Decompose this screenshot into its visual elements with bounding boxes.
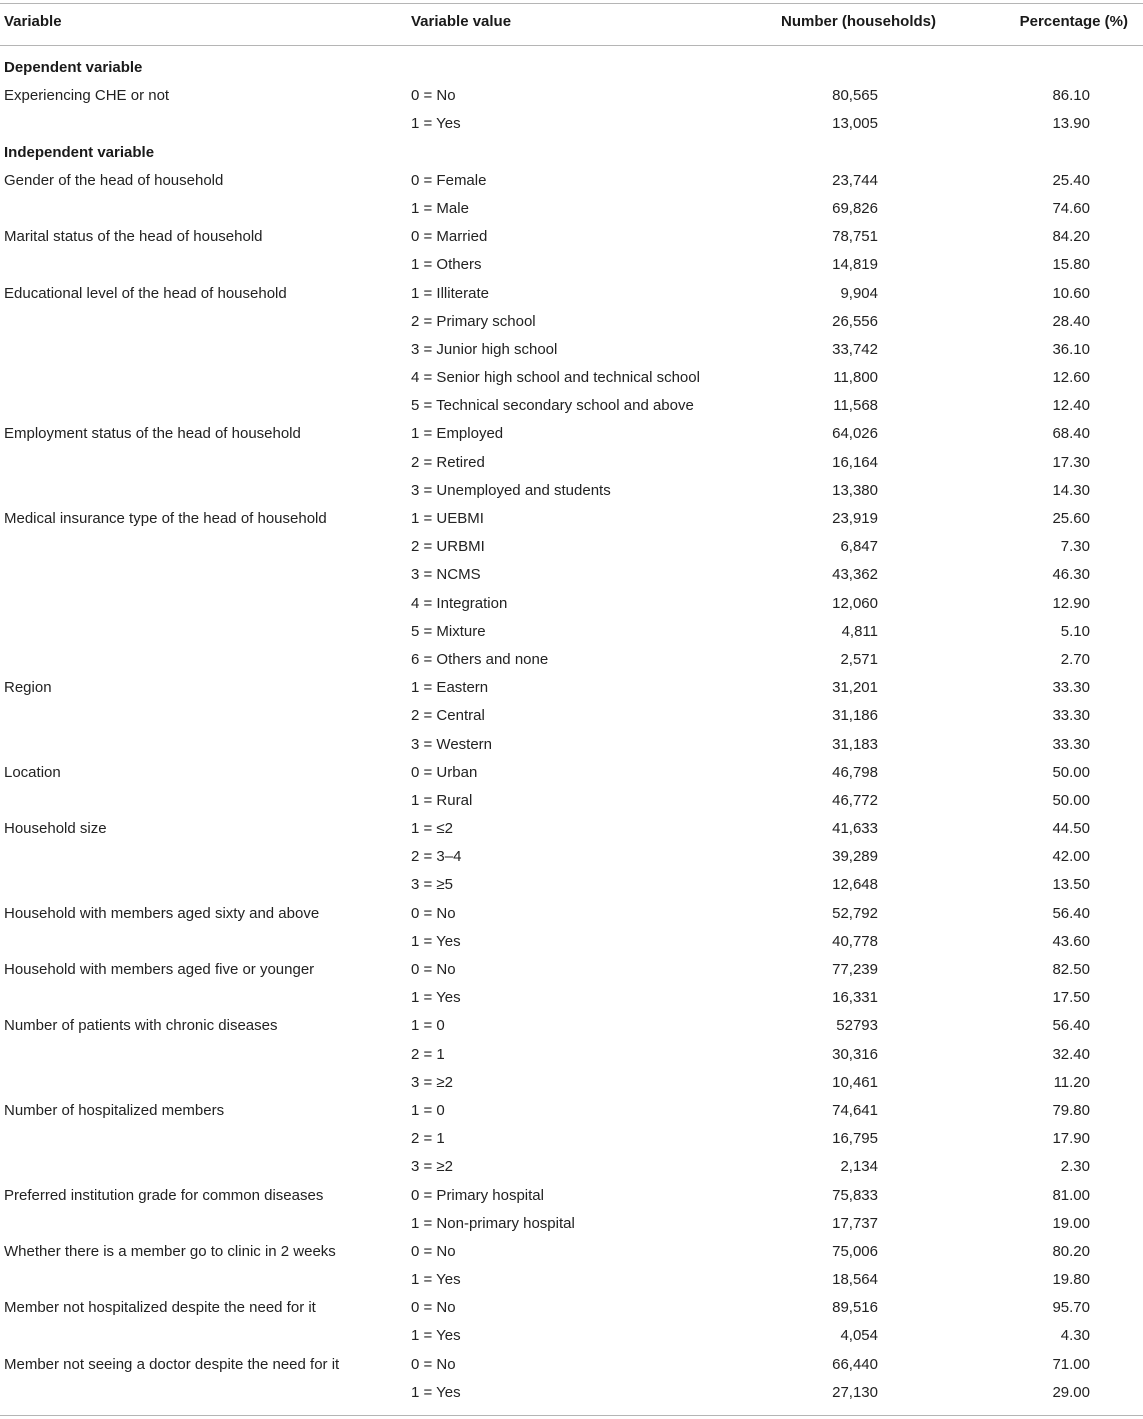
variable-value-cell: 1 = Yes (411, 1271, 461, 1289)
percentage-cell: 86.10 (1052, 87, 1090, 105)
variable-value-cell: 0 = No (411, 87, 456, 105)
variable-cell: Whether there is a member go to clinic in 2 weeks (4, 1242, 336, 1260)
percentage-cell: 28.40 (1052, 312, 1090, 330)
table-row (0, 590, 1143, 618)
variable-cell: Household with members aged five or younger (4, 961, 315, 978)
table-row (0, 167, 1143, 195)
table-row (0, 392, 1143, 420)
number-cell: 41,633 (832, 820, 878, 838)
variable-value-cell: 5 = Mixture (411, 622, 486, 640)
percentage-cell: 71.00 (1052, 1355, 1090, 1373)
number-cell: 16,331 (832, 989, 878, 1007)
percentage-cell: 5.10 (1060, 622, 1090, 640)
percentage-cell: 7.30 (1060, 538, 1090, 556)
variable-cell: Location (4, 763, 61, 781)
table-row (0, 449, 1143, 477)
percentage-cell: 25.60 (1052, 510, 1090, 527)
percentage-cell: 50.00 (1052, 791, 1090, 809)
variable-value-cell: 1 = Rural (411, 791, 473, 809)
number-cell: 6,847 (840, 538, 878, 556)
table-row (0, 702, 1143, 730)
percentage-cell: 50.00 (1052, 763, 1090, 781)
number-cell: 46,772 (832, 791, 878, 809)
table-row (0, 1351, 1143, 1379)
variable-cell: Medical insurance type of the head of household (4, 510, 327, 527)
table-row (0, 956, 1143, 984)
table-row (0, 1012, 1143, 1040)
percentage-cell: 11.20 (1053, 1073, 1090, 1091)
variable-value-cell: 5 = Technical secondary school and above (411, 397, 694, 415)
table-row (0, 815, 1143, 843)
number-cell: 78,751 (832, 228, 878, 246)
percentage-cell: 33.30 (1052, 707, 1090, 725)
table-row (0, 1153, 1143, 1181)
table-row (0, 618, 1143, 646)
percentage-cell: 74.60 (1052, 199, 1090, 217)
number-cell: 74,641 (832, 1101, 878, 1119)
variable-value-cell: 3 = NCMS (411, 566, 481, 584)
percentage-cell: 33.30 (1052, 735, 1090, 753)
section-heading: Dependent variable (4, 59, 143, 76)
variable-cell: Household size (4, 820, 107, 838)
variable-cell: Region (4, 679, 52, 697)
table-row (0, 843, 1143, 871)
variable-value-cell: 0 = Married (411, 228, 488, 246)
number-cell: 40,778 (832, 932, 878, 950)
percentage-cell: 19.00 (1052, 1214, 1090, 1232)
table-row (0, 110, 1143, 138)
percentage-cell: 13.90 (1052, 115, 1090, 133)
variable-cell: Employment status of the head of household (4, 425, 301, 443)
number-cell: 13,005 (832, 115, 878, 133)
variable-value-cell: 2 = 1 (411, 1045, 445, 1063)
percentage-cell: 14.30 (1052, 481, 1090, 499)
table-row (0, 1182, 1143, 1210)
table-row (0, 1125, 1143, 1153)
header-variable-value: Variable value (411, 13, 512, 30)
variable-value-cell: 0 = No (411, 1242, 456, 1260)
table-row (0, 420, 1143, 448)
table-row (0, 1379, 1143, 1407)
table-row (0, 759, 1143, 787)
number-cell: 17,737 (832, 1214, 878, 1232)
percentage-cell: 44.50 (1052, 820, 1090, 838)
table-row (0, 308, 1143, 336)
number-cell: 43,362 (832, 566, 878, 584)
number-cell: 12,060 (832, 594, 878, 612)
variable-value-cell: 3 = ≥2 (411, 1073, 454, 1091)
variable-value-cell: 0 = Primary hospital (411, 1186, 544, 1204)
variable-cell: Preferred institution grade for common diseases (4, 1186, 324, 1204)
number-cell: 80,565 (832, 87, 878, 105)
variable-value-cell: 3 = Junior high school (411, 340, 558, 358)
variable-value-cell: 6 = Others and none (411, 650, 549, 668)
variable-value-cell: 1 = Yes (411, 989, 461, 1007)
variable-value-cell: 1 = 0 (411, 1017, 445, 1035)
variable-cell: Member not hospitalized despite the need for it (4, 1299, 316, 1317)
table-row (0, 1238, 1143, 1266)
variable-value-cell: 2 = 1 (411, 1130, 445, 1148)
percentage-cell: 46.30 (1052, 566, 1090, 584)
variable-cell: Number of patients with chronic diseases (4, 1017, 278, 1035)
variable-value-cell: 1 = Yes (411, 115, 461, 133)
percentage-cell: 2.30 (1060, 1158, 1090, 1176)
variable-cell: Marital status of the head of household (4, 228, 263, 246)
table-row (0, 1266, 1143, 1294)
variable-cell: Number of hospitalized members (4, 1101, 225, 1119)
percentage-cell: 12.40 (1052, 397, 1090, 415)
table-row (0, 533, 1143, 561)
variable-value-cell: 1 = Illiterate (411, 284, 489, 302)
percentage-cell: 17.90 (1052, 1130, 1090, 1148)
percentage-cell: 84.20 (1052, 228, 1090, 246)
variable-value-cell: 1 = Non-primary hospital (411, 1214, 575, 1232)
variable-value-cell: 3 = Unemployed and students (411, 481, 611, 499)
number-cell: 12,648 (832, 876, 878, 894)
header-percentage: Percentage (%) (1019, 13, 1128, 30)
number-cell: 11,568 (833, 397, 878, 415)
table-row (0, 871, 1143, 899)
number-cell: 77,239 (832, 961, 878, 978)
table-row (0, 223, 1143, 251)
number-cell: 66,440 (832, 1355, 878, 1373)
number-cell: 52,792 (832, 904, 878, 922)
number-cell: 31,201 (832, 679, 878, 697)
number-cell: 4,054 (840, 1327, 878, 1345)
number-cell: 23,919 (832, 510, 878, 527)
variable-value-cell: 1 = Eastern (411, 679, 489, 697)
number-cell: 11,800 (833, 369, 878, 387)
number-cell: 4,811 (841, 622, 878, 640)
table-row (0, 646, 1143, 674)
number-cell: 52793 (836, 1017, 878, 1035)
table-row (0, 928, 1143, 956)
percentage-cell: 95.70 (1052, 1299, 1090, 1317)
percentage-cell: 4.30 (1060, 1327, 1090, 1345)
variable-value-cell: 1 = Others (411, 256, 482, 274)
table-row (0, 1097, 1143, 1125)
percentage-cell: 56.40 (1052, 1017, 1090, 1035)
variable-value-cell: 3 = ≥2 (411, 1158, 454, 1176)
variable-value-cell: 1 = Employed (411, 425, 504, 443)
number-cell: 75,833 (832, 1186, 878, 1204)
table-row (0, 82, 1143, 110)
percentage-cell: 2.70 (1060, 650, 1090, 668)
table-row (0, 984, 1143, 1012)
percentage-cell: 80.20 (1052, 1242, 1090, 1260)
table-row (0, 251, 1143, 279)
table-row (0, 195, 1143, 223)
percentage-cell: 68.40 (1052, 425, 1090, 443)
number-cell: 16,164 (832, 453, 878, 471)
variable-value-cell: 1 = Yes (411, 932, 461, 950)
variable-value-cell: 0 = No (411, 1299, 456, 1317)
number-cell: 33,742 (832, 340, 878, 358)
table-row (0, 364, 1143, 392)
number-cell: 26,556 (832, 312, 878, 330)
variable-value-cell: 0 = No (411, 904, 456, 922)
variable-value-cell: 4 = Senior high school and technical school (411, 369, 700, 387)
section-heading: Independent variable (4, 143, 155, 161)
variable-value-cell: 0 = Urban (411, 763, 478, 781)
table-row (0, 336, 1143, 364)
number-cell: 2,134 (840, 1158, 878, 1176)
variable-value-cell: 2 = URBMI (411, 538, 485, 556)
table-top-rule (0, 3, 1143, 4)
table-bottom-rule (0, 1415, 1143, 1416)
percentage-cell: 29.00 (1052, 1383, 1090, 1401)
variable-value-cell: 2 = Central (411, 707, 485, 725)
variable-value-cell: 1 = Male (411, 199, 469, 217)
header-rule (0, 45, 1143, 46)
table-row (0, 505, 1143, 533)
table-row (0, 280, 1143, 308)
table-row (0, 1322, 1143, 1350)
header-variable: Variable (4, 13, 62, 30)
variable-value-cell: 0 = Female (411, 171, 487, 189)
variable-value-cell: 4 = Integration (411, 594, 508, 612)
section-heading-row (0, 139, 1143, 167)
number-cell: 89,516 (832, 1299, 878, 1317)
percentage-cell: 33.30 (1052, 679, 1090, 697)
number-cell: 2,571 (840, 650, 878, 668)
percentage-cell: 42.00 (1052, 848, 1090, 866)
percentage-cell: 81.00 (1052, 1186, 1090, 1204)
variable-cell: Member not seeing a doctor despite the need for it (4, 1355, 340, 1373)
table-row (0, 1210, 1143, 1238)
variable-cell: Gender of the head of household (4, 171, 224, 189)
table-row (0, 674, 1143, 702)
number-cell: 64,026 (832, 425, 878, 443)
variable-cell: Educational level of the head of household (4, 284, 287, 302)
table-body (0, 54, 1143, 1407)
section-heading-row (0, 54, 1143, 82)
variable-value-cell: 2 = Retired (411, 453, 485, 471)
variable-value-cell: 1 = 0 (411, 1101, 445, 1119)
percentage-cell: 43.60 (1052, 932, 1090, 950)
number-cell: 18,564 (832, 1271, 878, 1289)
table-row (0, 477, 1143, 505)
table-row (0, 561, 1143, 589)
number-cell: 10,461 (832, 1073, 878, 1091)
percentage-cell: 12.60 (1052, 369, 1090, 387)
variable-value-cell: 1 = Yes (411, 1327, 461, 1345)
number-cell: 69,826 (832, 199, 878, 217)
variable-value-cell: 1 = Yes (411, 1383, 461, 1401)
table-row (0, 1294, 1143, 1322)
number-cell: 30,316 (832, 1045, 878, 1063)
percentage-cell: 56.40 (1052, 904, 1090, 922)
percentage-cell: 17.30 (1052, 453, 1090, 471)
number-cell: 14,819 (832, 256, 878, 274)
variable-value-cell: 2 = Primary school (411, 312, 536, 330)
table-row (0, 787, 1143, 815)
number-cell: 31,186 (832, 707, 878, 725)
percentage-cell: 15.80 (1052, 256, 1090, 274)
percentage-cell: 19.80 (1052, 1271, 1090, 1289)
header-number: Number (households) (780, 13, 936, 30)
variable-cell: Experiencing CHE or not (4, 87, 170, 105)
number-cell: 13,380 (832, 481, 878, 499)
number-cell: 46,798 (832, 763, 878, 781)
variable-value-cell: 2 = 3–4 (411, 848, 462, 866)
number-cell: 75,006 (832, 1242, 878, 1260)
number-cell: 23,744 (832, 171, 878, 189)
variable-value-cell: 1 = ≤2 (411, 820, 454, 838)
number-cell: 9,904 (840, 284, 878, 302)
number-cell: 27,130 (832, 1383, 878, 1401)
number-cell: 16,795 (832, 1130, 878, 1148)
number-cell: 31,183 (832, 735, 878, 753)
table-row (0, 1041, 1143, 1069)
percentage-cell: 36.10 (1052, 340, 1090, 358)
variable-value-cell: 3 = ≥5 (411, 876, 454, 894)
table-row (0, 1069, 1143, 1097)
variable-cell: Household with members aged sixty and above (4, 904, 320, 922)
percentage-cell: 17.50 (1052, 989, 1090, 1007)
percentage-cell: 79.80 (1052, 1101, 1090, 1119)
variable-value-cell: 3 = Western (411, 735, 493, 753)
percentage-cell: 12.90 (1052, 594, 1090, 612)
number-cell: 39,289 (832, 848, 878, 866)
percentage-cell: 25.40 (1052, 171, 1090, 189)
variable-value-cell: 1 = UEBMI (411, 510, 484, 527)
variable-value-cell: 0 = No (411, 961, 456, 978)
percentage-cell: 13.50 (1052, 876, 1090, 894)
table-row (0, 731, 1143, 759)
percentage-cell: 82.50 (1052, 961, 1090, 978)
variable-value-cell: 0 = No (411, 1355, 456, 1373)
percentage-cell: 10.60 (1052, 284, 1090, 302)
table-row (0, 900, 1143, 928)
percentage-cell: 32.40 (1052, 1045, 1090, 1063)
